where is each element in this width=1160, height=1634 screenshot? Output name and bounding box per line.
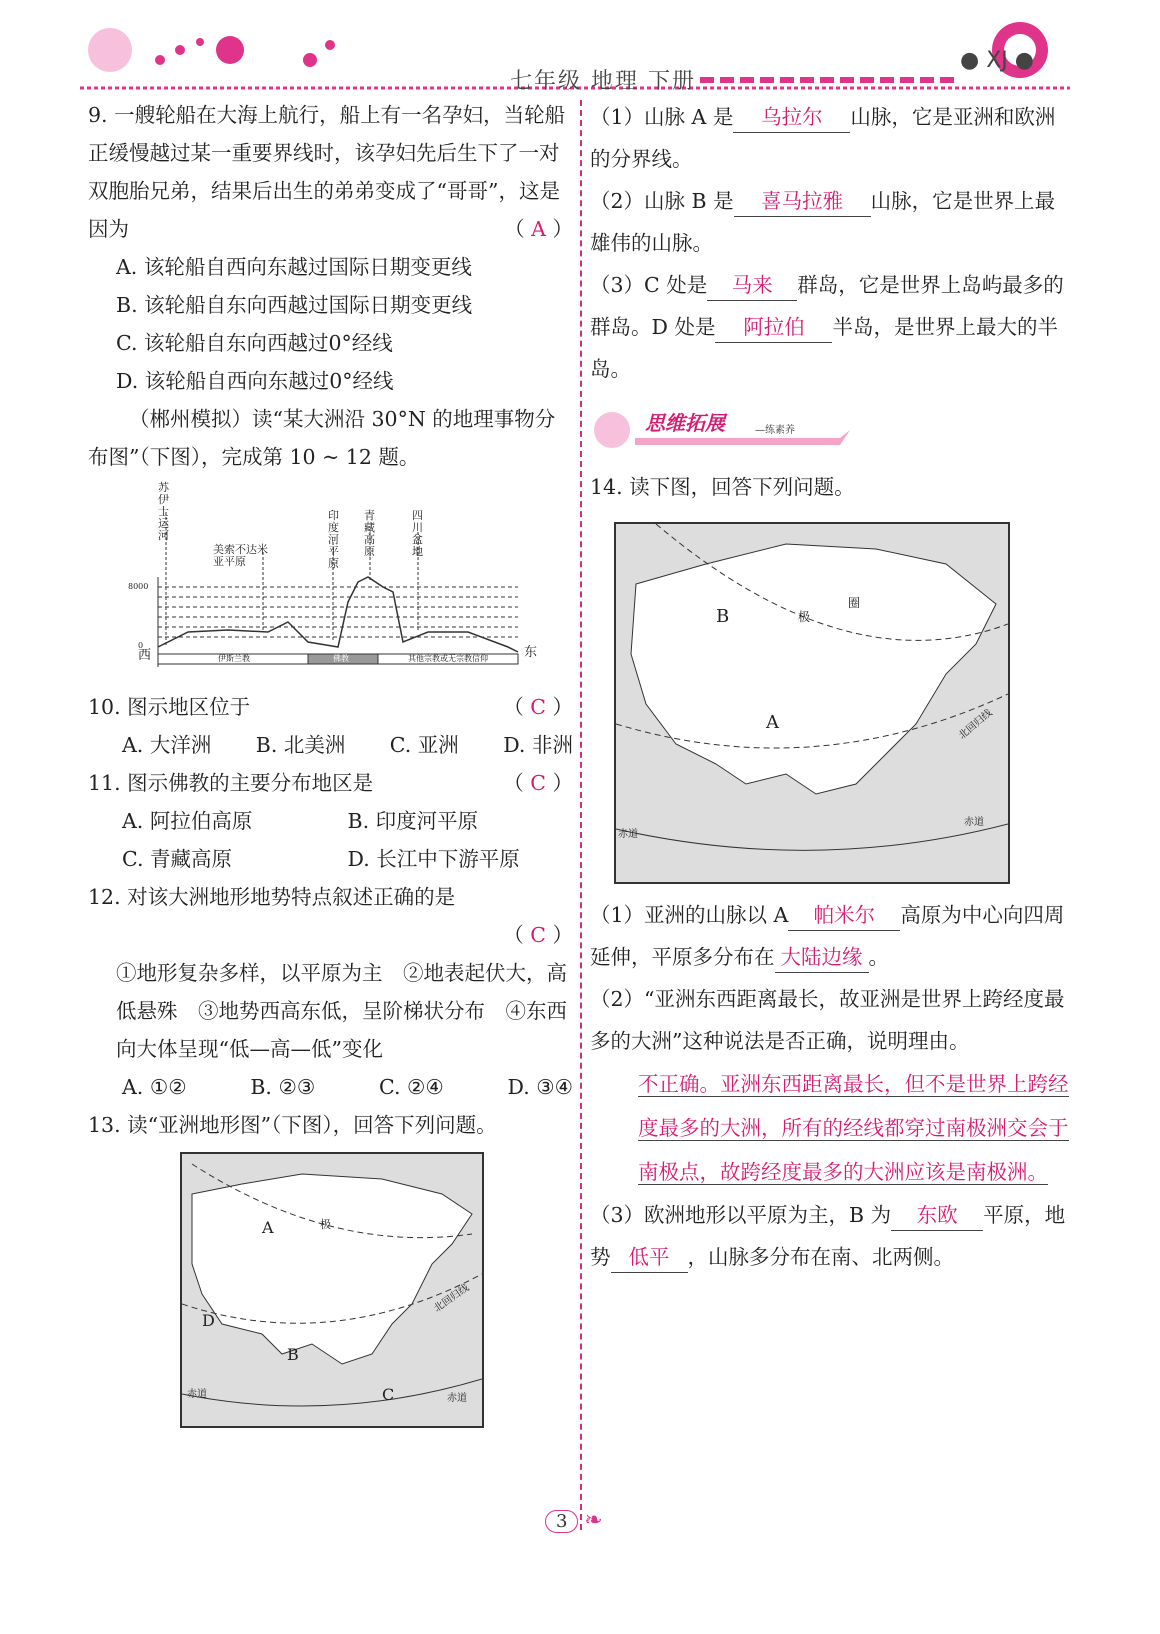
bar-islam: 伊斯兰教	[218, 654, 250, 663]
q14-part2-answer: 不正确。亚洲东西距离最长，但不是世界上跨经度最多的大洲，所有的经线都穿过南极洲交会于南极点，故跨经度最多的大洲应该是南极洲。	[638, 1072, 1069, 1184]
label-suez: 苏伊士运河	[158, 481, 169, 542]
header-code: ● XJ ●	[960, 48, 1034, 73]
q14-part3: （3）欧洲地形以平原为主，B 为 东欧 平原，地势 低平 ，山脉多分布在南、北两侧。	[590, 1194, 1070, 1278]
q9-answer: A	[531, 217, 546, 241]
map14-label-equator-r: 赤道	[964, 817, 984, 828]
map14-label-circle: 圈	[848, 596, 861, 610]
map14-label-A: A	[766, 712, 779, 733]
header-title: 七年级 地理 下册	[510, 69, 696, 94]
map-label-equator-r: 赤道	[447, 1393, 467, 1404]
map14-label-pole: 极	[798, 610, 811, 624]
page-header	[80, 20, 1080, 100]
q13-stem: 13. 读“亚洲地形图”（下图），回答下列问题。	[88, 1113, 497, 1137]
map-label-D: D	[202, 1311, 215, 1330]
q14-stem: 14. 读下图，回答下列问题。	[590, 475, 855, 499]
q11-options: A. 阿拉伯高原 B. 印度河平原 C. 青藏高原 D. 长江中下游平原	[122, 809, 520, 871]
q9-stem: 9. 一艘轮船在大海上航行，船上有一名孕妇，当轮船正缓慢越过某一重要界线时，该孕妇先后生下了一对双胞胎兄弟，结果后出生的弟弟变成了“哥哥”，这是因为 （ A ）	[88, 103, 573, 241]
q9-option-c: C. 该轮船自东向西越过0°经线	[116, 331, 393, 355]
q12-body: ①地形复杂多样，以平原为主 ②地表起伏大，高低悬殊 ③地势西高东低，呈阶梯状分布 ④东西向大体呈现“低—高—低”变化	[116, 961, 567, 1061]
q13-part1: （1）山脉 A 是 乌拉尔 山脉，它是亚洲和欧洲的分界线。	[590, 96, 1070, 180]
q10-options: A. 大洋洲 B. 北美洲 C. 亚洲 D. 非洲	[122, 733, 573, 757]
bar-other: 其他宗教或无宗教信仰	[408, 654, 488, 663]
q12-answer: （ C ）	[503, 923, 573, 947]
map-label-equator-l: 赤道	[187, 1389, 207, 1400]
ytick-8000: 8000	[128, 582, 149, 591]
left-column	[88, 96, 573, 1428]
right-column	[590, 96, 1070, 1278]
label-indus: 印度河平原	[328, 509, 339, 570]
q14-part1: （1）亚洲的山脉以 A 帕米尔 高原为中心向四周延伸，平原多分布在 大陆边缘 。	[590, 894, 1070, 978]
section-sub: —练素养	[755, 425, 795, 436]
page-number: 3 ❧	[545, 1508, 603, 1533]
bar-buddhism: 佛教	[333, 654, 349, 663]
asia-map-large	[614, 522, 1010, 884]
q14-part2: （2）“亚洲东西距离最长，故亚洲是世界上跨经度最多的大洲”这种说法是否正确，说明理由。	[590, 987, 1065, 1053]
asia-map-small	[180, 1152, 484, 1428]
column-divider	[580, 100, 582, 1530]
map-label-B: B	[287, 1345, 299, 1364]
q13-part3: （3）C 处是 马来 群岛，它是世界上岛屿最多的群岛。D 处是 阿拉伯 半岛，是世界上最大的半岛。	[590, 264, 1070, 390]
label-east: 东	[524, 645, 538, 660]
map14-label-tropic: 北回归线	[956, 707, 995, 742]
q9-option-a: A. 该轮船自西向东越过国际日期变更线	[116, 255, 472, 279]
q10-stem: 10. 图示地区位于 （ C ）	[88, 695, 573, 719]
intro-10-12: （郴州模拟）读“某大洲沿 30°N 的地理事物分布图”（下图），完成第 10 ~ 12 题。	[88, 407, 556, 469]
map14-label-B: B	[716, 606, 730, 627]
label-sichuan: 四川盆地	[412, 509, 423, 558]
map-label-tropic: 北回归线	[432, 1282, 472, 1315]
section-banner	[590, 400, 1070, 460]
page-ornament-icon: ❧	[584, 1508, 603, 1533]
label-west: 西	[138, 648, 152, 663]
label-mesopotamia: 美索不达米亚平原	[213, 543, 268, 568]
profile-figure	[108, 482, 548, 682]
section-title: 思维拓展	[645, 411, 725, 435]
q11-stem: 11. 图示佛教的主要分布地区是 （ C ）	[88, 771, 573, 795]
label-tibet: 青藏高原	[364, 509, 375, 558]
map14-label-equator-l: 赤道	[618, 829, 638, 840]
q13-part2: （2）山脉 B 是 喜马拉雅 山脉，它是世界上最雄伟的山脉。	[590, 180, 1070, 264]
q12-options: A. ①② B. ②③ C. ②④ D. ③④	[122, 1075, 573, 1099]
map-label-A: A	[262, 1218, 274, 1237]
map-label-pole: 极	[320, 1218, 331, 1231]
q9-option-b: B. 该轮船自东向西越过国际日期变更线	[116, 293, 473, 317]
q12-stem: 12. 对该大洲地形地势特点叙述正确的是	[88, 885, 456, 909]
q9-option-d: D. 该轮船自西向东越过0°经线	[116, 369, 394, 393]
map-label-C: C	[382, 1385, 395, 1404]
ytick-0: 0	[138, 641, 144, 650]
